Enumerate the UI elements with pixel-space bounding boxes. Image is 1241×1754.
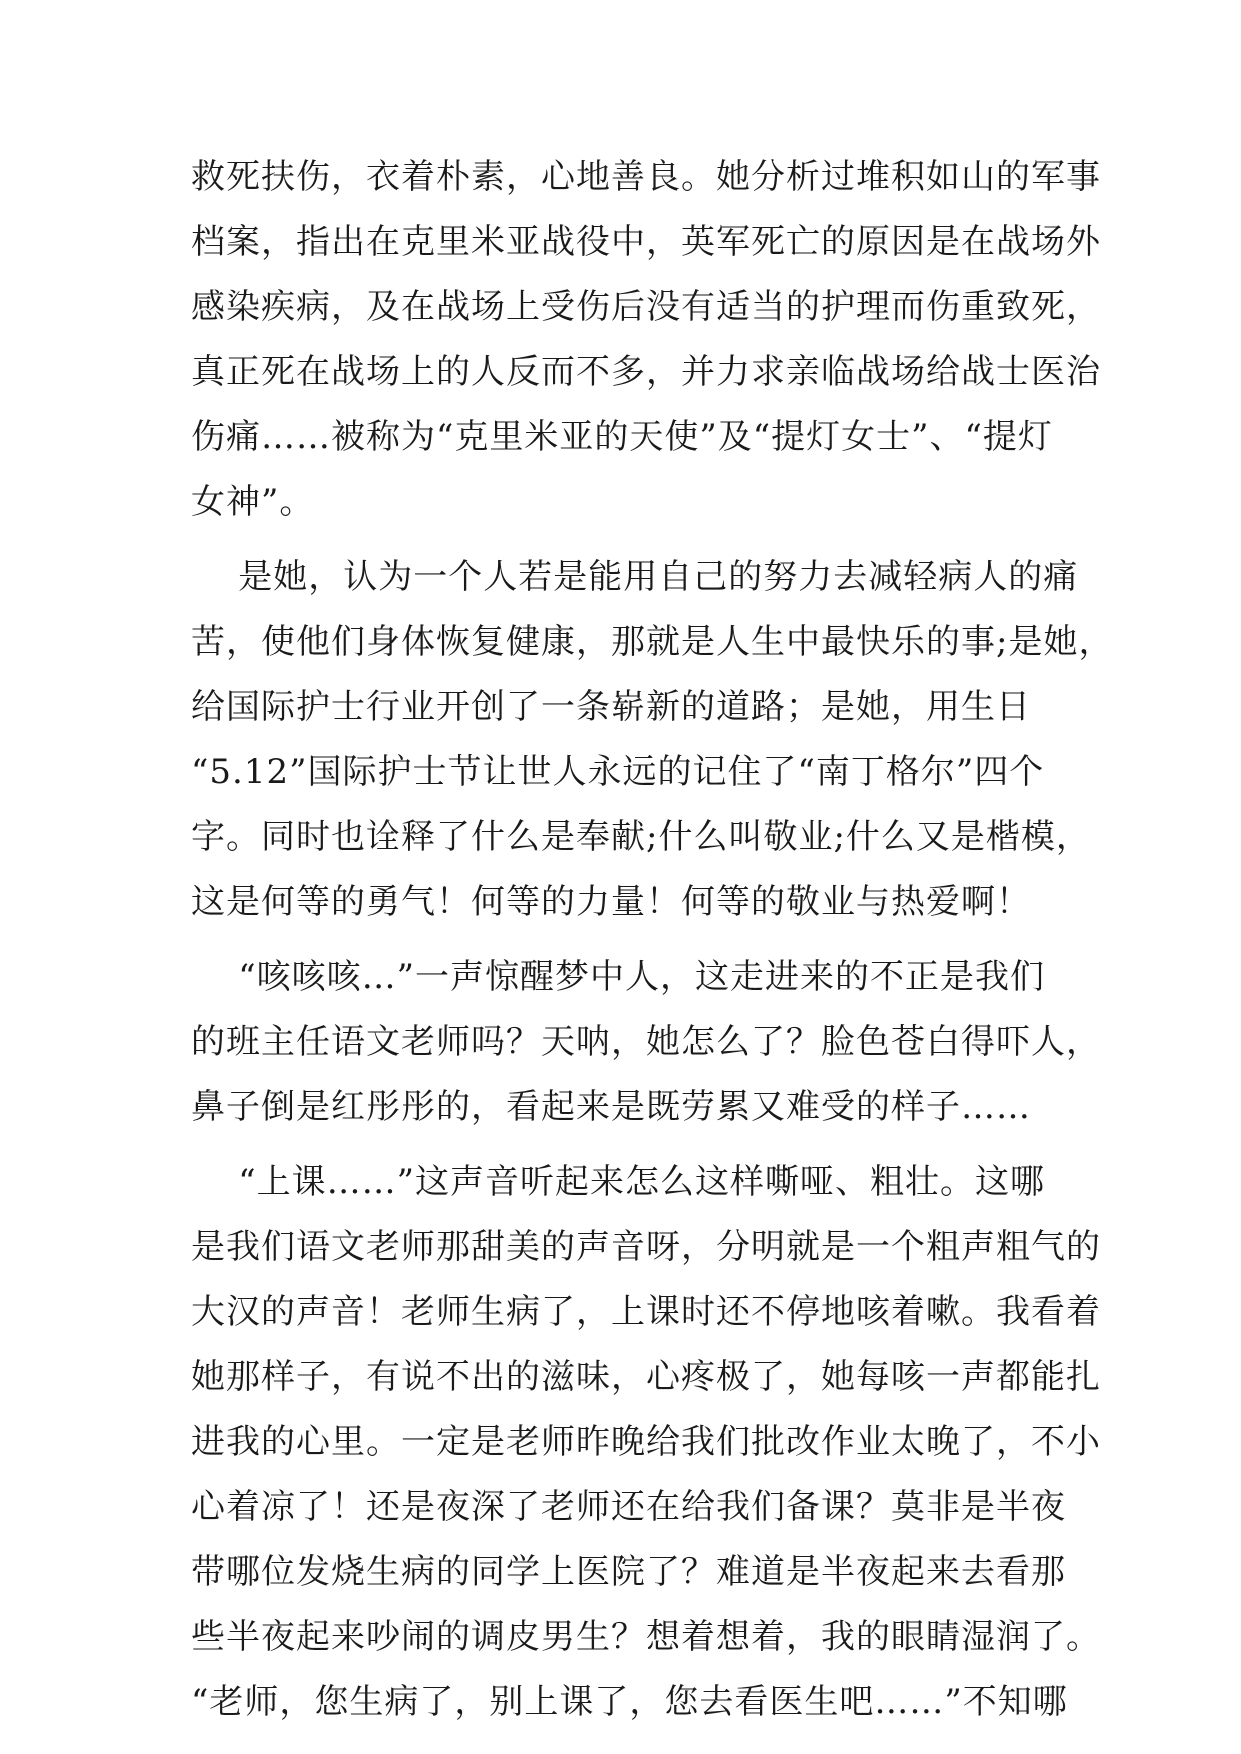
text-line: 进我的心里。一定是老师昨晚给我们批改作业太晚了，不小	[191, 1422, 1101, 1462]
document-body	[191, 145, 1114, 1735]
paragraph-gap	[191, 535, 1071, 545]
text-line: “老师，您生病了，别上课了，您去看医生吧……”不知哪	[191, 1682, 1068, 1722]
text-line: 给国际护士行业开创了一条崭新的道路；是她，用生日	[191, 687, 1031, 727]
text-line: 这是何等的勇气！何等的力量！何等的敬业与热爱啊！	[191, 882, 1031, 922]
paragraph	[191, 945, 1101, 1140]
text-line: 鼻子倒是红彤彤的，看起来是既劳累又难受的样子……	[191, 1087, 1031, 1127]
text-line: 苦，使他们身体恢复健康，那就是人生中最快乐的事;是她，	[191, 622, 1114, 662]
text-line: 伤痛……被称为“克里米亚的天使”及“提灯女士”、“提灯	[191, 417, 1053, 457]
text-line: 感染疾病，及在战场上受伤后没有适当的护理而伤重致死，	[191, 287, 1101, 327]
text-line: 她那样子，有说不出的滋味，心疼极了，她每咳一声都能扎	[191, 1357, 1101, 1397]
text-line: 字。同时也诠释了什么是奉献;什么叫敬业;什么又是楷模，	[191, 817, 1091, 857]
text-line: “咳咳咳…”一声惊醒梦中人，这走进来的不正是我们	[191, 957, 1045, 997]
text-line: 心着凉了！还是夜深了老师还在给我们备课？莫非是半夜	[191, 1487, 1066, 1527]
text-line: 是她，认为一个人若是能用自己的努力去减轻病人的痛	[191, 557, 1079, 597]
text-line: 的班主任语文老师吗？天呐，她怎么了？脸色苍白得吓人，	[191, 1022, 1101, 1062]
text-line: 女神”。	[191, 482, 315, 522]
text-line: 救死扶伤，衣着朴素，心地善良。她分析过堆积如山的军事	[191, 157, 1101, 197]
paragraph	[191, 545, 1114, 935]
text-line: 大汉的声音！老师生病了，上课时还不停地咳着嗽。我看着	[191, 1292, 1101, 1332]
paragraph	[191, 145, 1101, 535]
text-line: “5.12”国际护士节让世人永远的记住了“南丁格尔”四个	[191, 752, 1045, 792]
paragraph-gap	[191, 1140, 1071, 1150]
text-line: 些半夜起来吵闹的调皮男生？想着想着，我的眼睛湿润了。	[191, 1617, 1101, 1657]
text-line: 真正死在战场上的人反而不多，并力求亲临战场给战士医治	[191, 352, 1101, 392]
text-line: 是我们语文老师那甜美的声音呀，分明就是一个粗声粗气的	[191, 1227, 1101, 1267]
text-line: 档案，指出在克里米亚战役中，英军死亡的原因是在战场外	[191, 222, 1101, 262]
text-line: 带哪位发烧生病的同学上医院了？难道是半夜起来去看那	[191, 1552, 1066, 1592]
paragraph	[191, 1150, 1101, 1735]
text-line: “上课……”这声音听起来怎么这样嘶哑、粗壮。这哪	[191, 1162, 1045, 1202]
paragraph-gap	[191, 935, 1071, 945]
